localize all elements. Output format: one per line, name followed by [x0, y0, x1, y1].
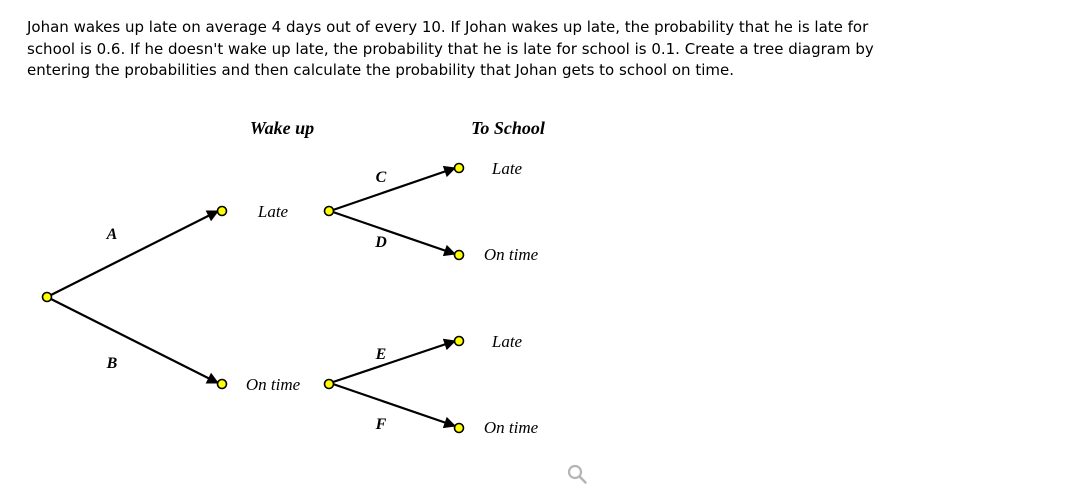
branch-e	[330, 341, 455, 383]
edge-label-e: E	[375, 346, 387, 363]
node-wake-late-end[interactable]	[218, 207, 227, 216]
edge-label-c: C	[375, 169, 387, 186]
branch-a	[47, 211, 218, 297]
node-on-time-late[interactable]	[455, 337, 464, 346]
branch-c	[330, 168, 455, 211]
edge-label-d: D	[375, 234, 387, 251]
branch-b	[47, 297, 218, 383]
edge-label-b: B	[106, 355, 118, 372]
wake-late-label: Late	[257, 202, 289, 221]
root-node[interactable]	[43, 293, 52, 302]
branch-d	[330, 211, 455, 254]
branch-f	[330, 383, 455, 426]
magnifier-icon[interactable]	[566, 463, 588, 490]
edge-label-f: F	[375, 416, 387, 433]
school-on-time-label-1: On time	[483, 245, 539, 264]
school-on-time-label-2: On time	[483, 418, 539, 437]
school-late-label-2: Late	[491, 332, 523, 351]
header-to-school: To School	[471, 118, 545, 138]
node-wake-on-time-end[interactable]	[218, 380, 227, 389]
problem-text: Johan wakes up late on average 4 days out of every 10. If Johan wakes up late, the probability that he is late for school is 0.6. If he doesn't wake up late, the probability that he is late for school is 0.1. Create a tree diagram by entering the probabilities and then calculate the probability that Johan gets to school on time.	[27, 18, 874, 79]
node-wake-on-time-start[interactable]	[325, 380, 334, 389]
wake-on-time-label: On time	[245, 375, 301, 394]
node-late-late[interactable]	[455, 164, 464, 173]
node-wake-late-start[interactable]	[325, 207, 334, 216]
edge-label-a: A	[106, 226, 118, 243]
node-late-on-time[interactable]	[455, 251, 464, 260]
node-on-time-on-time[interactable]	[455, 424, 464, 433]
school-late-label-1: Late	[491, 159, 523, 178]
header-wake-up: Wake up	[249, 118, 315, 138]
